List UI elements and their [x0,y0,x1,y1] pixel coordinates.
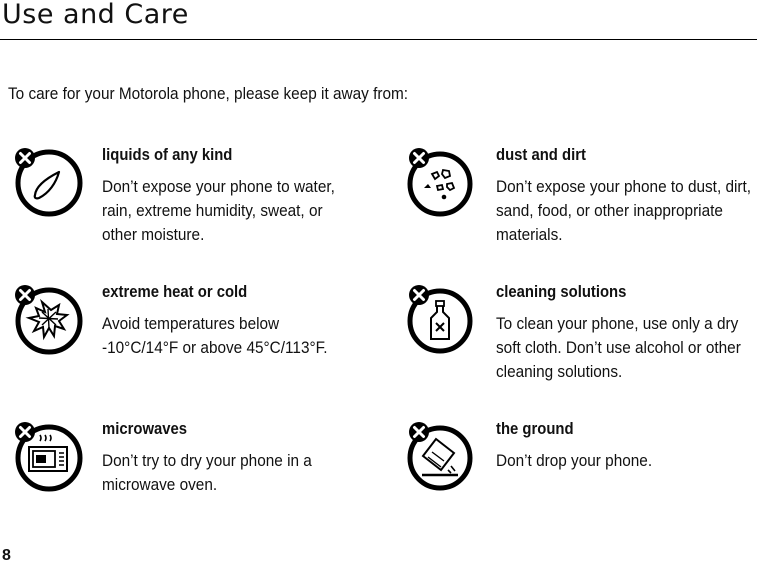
item-description: Avoid temperatures below -10°C/14°F or above 45°C/113°F. [102,315,328,357]
heat-cold-icon [12,282,102,362]
item-heading: dust and dirt [496,146,586,164]
item-description: To clean your phone, use only a dry soft cloth. Don’t use alcohol or other cleaning solutions. [496,315,741,381]
page-title: Use and Care [2,0,189,30]
item-heading: extreme heat or cold [102,283,248,301]
dropped-phone-icon [406,419,496,499]
item-heading: microwaves [102,420,188,438]
item-description: Don’t try to dry your phone in a microwave oven. [102,452,312,494]
care-item-dust [406,145,757,265]
item-description: Don’t expose your phone to water, rain, extreme humidity, sweat, or other moisture. [102,178,335,244]
title-divider [0,39,757,40]
cleaning-bottle-icon [406,282,496,362]
item-description: Don’t drop your phone. [496,452,653,470]
item-description: Don’t expose your phone to dust, dirt, sand, food, or other inappropriate materials. [496,178,752,244]
page-number: 8 [2,547,11,564]
item-heading: cleaning solutions [496,283,627,301]
item-heading: liquids of any kind [102,146,233,164]
item-heading: the ground [496,420,574,438]
dust-icon [406,145,496,225]
care-item-microwaves [12,419,392,539]
intro-text: To care for your Motorola phone, please keep it away from: [8,85,409,103]
care-item-liquids [12,145,392,265]
care-item-cleaning [406,282,757,402]
microwave-icon [12,419,102,499]
care-item-heat-cold [12,282,392,402]
care-item-ground [406,419,757,539]
water-drop-icon [12,145,102,225]
